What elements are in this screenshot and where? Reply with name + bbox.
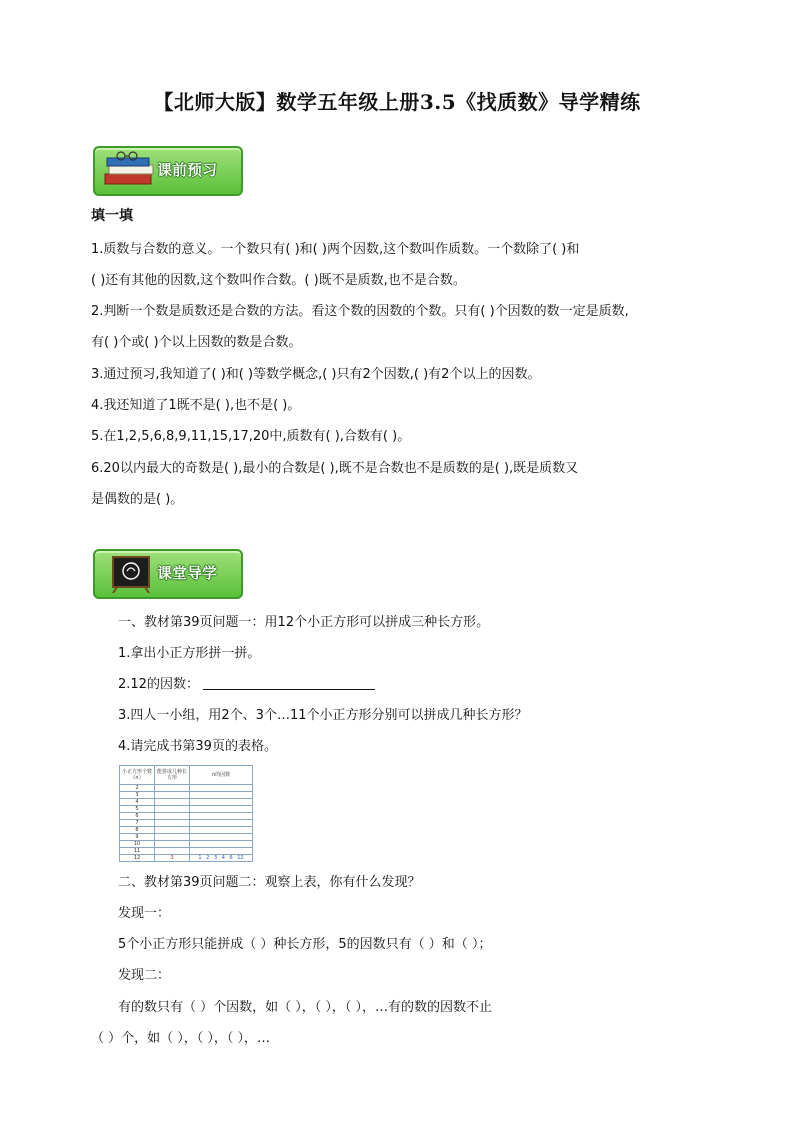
table-cell-count: 3 [155, 855, 190, 862]
section-badge-label: 课堂导学 [157, 564, 218, 582]
table-row: 8 [120, 827, 253, 834]
rectangles-table [119, 765, 253, 862]
preview-line-6: 4.我还知道了1既不是( ),也不是( )。 [91, 398, 301, 413]
preview-line-1: 1.质数与合数的意义。一个数只有( )和( )两个因数,这个数叫作质数。一个数除了( )和 [91, 242, 580, 257]
preview-line-5: 3.通过预习,我知道了( )和( )等数学概念,( )只有2个因数,( )有2个以上的因数。 [91, 367, 541, 382]
class-line-10: 有的数只有（ ）个因数，如（ ），（ ），（ ），…有的数的因数不止 [118, 1000, 493, 1015]
document-title: 【北师大版】数学五年级上册3.5《找质数》导学精练 [153, 90, 641, 114]
class-line-8: 5个小正方形只能拼成（ ）种长方形，5的因数只有（ ）和（ ）； [118, 937, 492, 952]
class-line-2: 1.拿出小正方形拼一拼。 [118, 646, 261, 661]
table-row: 6 [120, 813, 253, 820]
fill-in-heading: 填一填 [91, 208, 133, 224]
class-line-3 [118, 675, 375, 695]
preview-line-8: 6.20以内最大的奇数是( ),最小的合数是( ),既不是合数也不是质数的是( ),既是质数又 [91, 461, 579, 476]
factors-of-12-label: 2.12的因数： [118, 677, 199, 692]
table-row: 7 [120, 820, 253, 827]
class-line-4: 3.四人一小组，用2个、3个…11个小正方形分别可以拼成几种长方形？ [118, 708, 528, 723]
table-row: 5 [120, 806, 253, 813]
preview-line-4: 有( )个或( )个以上因数的数是合数。 [91, 335, 302, 350]
preview-line-3: 2.判断一个数是质数还是合数的方法。看这个数的因数的个数。只有( )个因数的数一定是质数, [91, 304, 629, 319]
table-row: 3 [120, 792, 253, 799]
section-badge-label: 课前预习 [157, 161, 218, 179]
class-line-6: 二、教材第39页问题二：观察上表，你有什么发现？ [118, 875, 421, 890]
table-row: 12 3 1 2 3 4 6 12 [120, 855, 253, 862]
table-row: 4 [120, 799, 253, 806]
table-row: 11 [120, 848, 253, 855]
table-header-factors: n的因数 [190, 766, 253, 785]
table-row: 10 [120, 841, 253, 848]
section-badge-class [93, 549, 243, 599]
answer-blank-line [203, 675, 375, 690]
class-line-7: 发现一： [118, 906, 171, 921]
preview-line-2: ( )还有其他的因数,这个数叫作合数。( )既不是质数,也不是合数。 [91, 273, 466, 288]
class-line-1: 一、教材第39页问题一：用12个小正方形可以拼成三种长方形。 [118, 615, 490, 630]
table-cell-factors: 1 2 3 4 6 12 [190, 855, 253, 862]
blackboard-icon [101, 553, 159, 593]
class-line-9: 发现二： [118, 968, 171, 983]
preview-line-9: 是偶数的是( )。 [91, 492, 184, 507]
table-row: 9 [120, 834, 253, 841]
preview-line-7: 5.在1,2,5,6,8,9,11,15,17,20中,质数有( ),合数有( )。 [91, 429, 411, 444]
class-line-11: （ ）个，如（ ），（ ），（ ），… [91, 1031, 271, 1046]
class-line-5: 4.请完成书第39页的表格。 [118, 739, 277, 754]
books-icon [101, 150, 159, 190]
table-header-n: 小正方形个数（n） [120, 766, 155, 785]
section-badge-preview [93, 146, 243, 196]
table-header-count: 能拼成几种长方形 [155, 766, 190, 785]
table-row: 2 [120, 785, 253, 792]
